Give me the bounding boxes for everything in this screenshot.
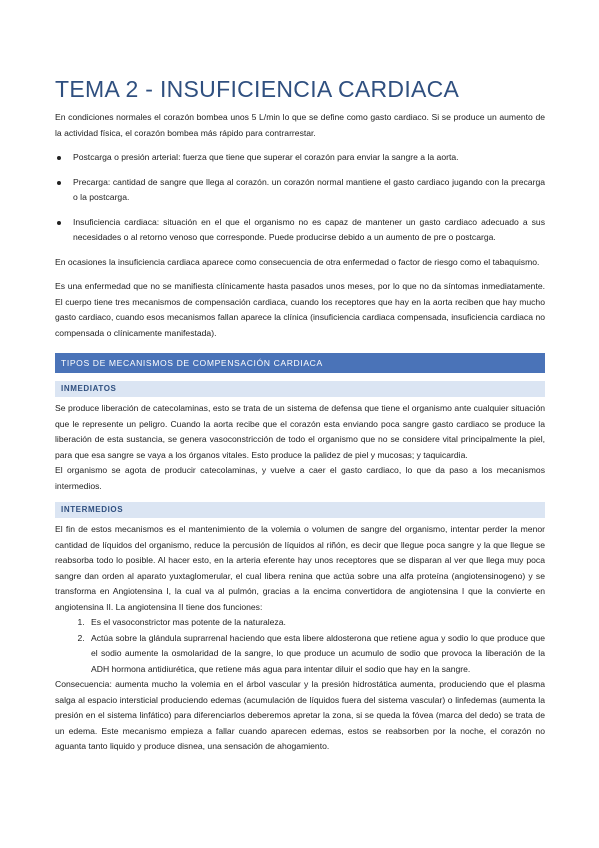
intro-paragraph: En condiciones normales el corazón bombea unos 5 L/min lo que se define como gasto cardiaco. Si se produce un aumento de la actividad física, el corazón bombea más rápido para contrarrestar. <box>55 112 545 138</box>
definition-list <box>55 150 545 246</box>
paragraph-disease: Es una enfermedad que no se manifiesta clínicamente hasta pasados unos meses, por lo que no da síntomas inmediatamente. El cuerpo tiene tres mecanismos de compensación cardiaca, cuando los receptores que hay en la aorta reciben que hay mucho gasto cardiaco, cuando esos mecanismos fallan aparece la clínica (insuficiencia cardiaca compensada, insuficiencia cardiaca no compensada o clínicamente manifestada). <box>55 281 545 338</box>
immediate-paragraph-1: Se produce liberación de catecolaminas, esto se trata de un sistema de defensa que tiene el organismo ante cualquier situación que le represente un peligro. Cuando la aorta recibe que el corazón esta enviando poca sangre gasto cardiaco se produce la liberación de esta sustancia, se genera vasoconstricción de todo el organismo que no se considere vital principalmente la piel, para que esa sangre se vaya a los órganos vitales. Esto produce la palidez de piel y mucosas; y taquicardia. <box>55 403 545 460</box>
page-title: TEMA 2 - INSUFICIENCIA CARDIACA <box>55 76 460 102</box>
section-heading-mechanisms: TIPOS DE MECANISMOS DE COMPENSACIÓN CARDIACA <box>55 353 545 373</box>
subheading-intermediate: INTERMEDIOS <box>55 502 545 518</box>
function-item: 1. Es el vasoconstrictor mas potente de la naturaleza. <box>87 615 545 631</box>
document-body <box>55 110 545 755</box>
subheading-immediate: INMEDIATOS <box>55 381 545 397</box>
consequence-paragraph: Consecuencia: aumenta mucho la volemia en el árbol vascular y la presión hidrostática aumenta, produciendo que el plasma salga al espacio intersticial produciendo edemas (acumulación de líquidos fuera del sistema vascular) o linfedemas (aumenta la presión en el sistema linfático) para diferenciarlos deberemos apretar la zona, si se queda la fóvea (marca del dedo) se trata de un edema. Este mecanismo empieza a fallar cuando aparecen edemas, estos se reabsorben por la noche, el corazón no aguanta tanto liquido y produce disnea, una sensación de ahogamiento. <box>55 679 545 751</box>
bullet-precarga: Precarga: cantidad de sangre que llega al corazón. un corazón normal mantiene el gasto cardiaco jugando con la precarga o la postcarga. <box>55 175 545 206</box>
immediate-section <box>55 401 545 494</box>
intermediate-paragraph-1: El fin de estos mecanismos es el mantenimiento de la volemia o volumen de sangre del organismo, intentar perder la menor cantidad de líquidos del organismo, reduce la percusión de líquidos al riñón, es decir que llegue poca sangre y la que llegue se reabsorba todo lo posible. Al hacer esto, en la arteria eferente hay unos receptores que se disparan al ver que llega muy poca sangre dan orden al aparato yuxtaglomerular, el cual libera renina que actúa sobre una alfa proteína (angiotensinogeno) y se transforma en Angiotensina I, la cual va al pulmón, gracias a la encima convertidora de angiotensina I que la convierte en angiotensina II. La angiotensina II tiene dos funciones: <box>55 524 545 612</box>
bullet-postcarga: Postcarga o presión arterial: fuerza que tiene que superar el corazón para enviar la sangre a la aorta. <box>55 150 545 166</box>
paragraph-occasions: En ocasiones la insuficiencia cardiaca aparece como consecuencia de otra enfermedad o factor de riesgo como el tabaquismo. <box>55 256 540 267</box>
function-item: 2. Actúa sobre la glándula suprarrenal haciendo que esta libere aldosterona que retiene agua y sodio lo que produce que el sodio aumente la osmolaridad de la sangre, lo que produce un acumulo de sodio que provoca la liberación de la ADH hormona antidiurética, que retiene más agua para intentar diluir el sodio que hay en la sangre. <box>87 631 545 678</box>
bullet-insuficiencia: Insuficiencia cardiaca: situación en el que el organismo no es capaz de mantener un gasto cardiaco adecuado a sus necesidades o al retorno venoso que corresponde. Puede producirse debido a un aumento de pre o postcarga. <box>55 215 545 246</box>
intermediate-section <box>55 522 545 755</box>
angiotensin-functions-list <box>55 615 545 677</box>
immediate-paragraph-2: El organismo se agota de producir catecolaminas, y vuelve a caer el gasto cardiaco, lo que da paso a los mecanismos intermedios. <box>55 465 545 491</box>
